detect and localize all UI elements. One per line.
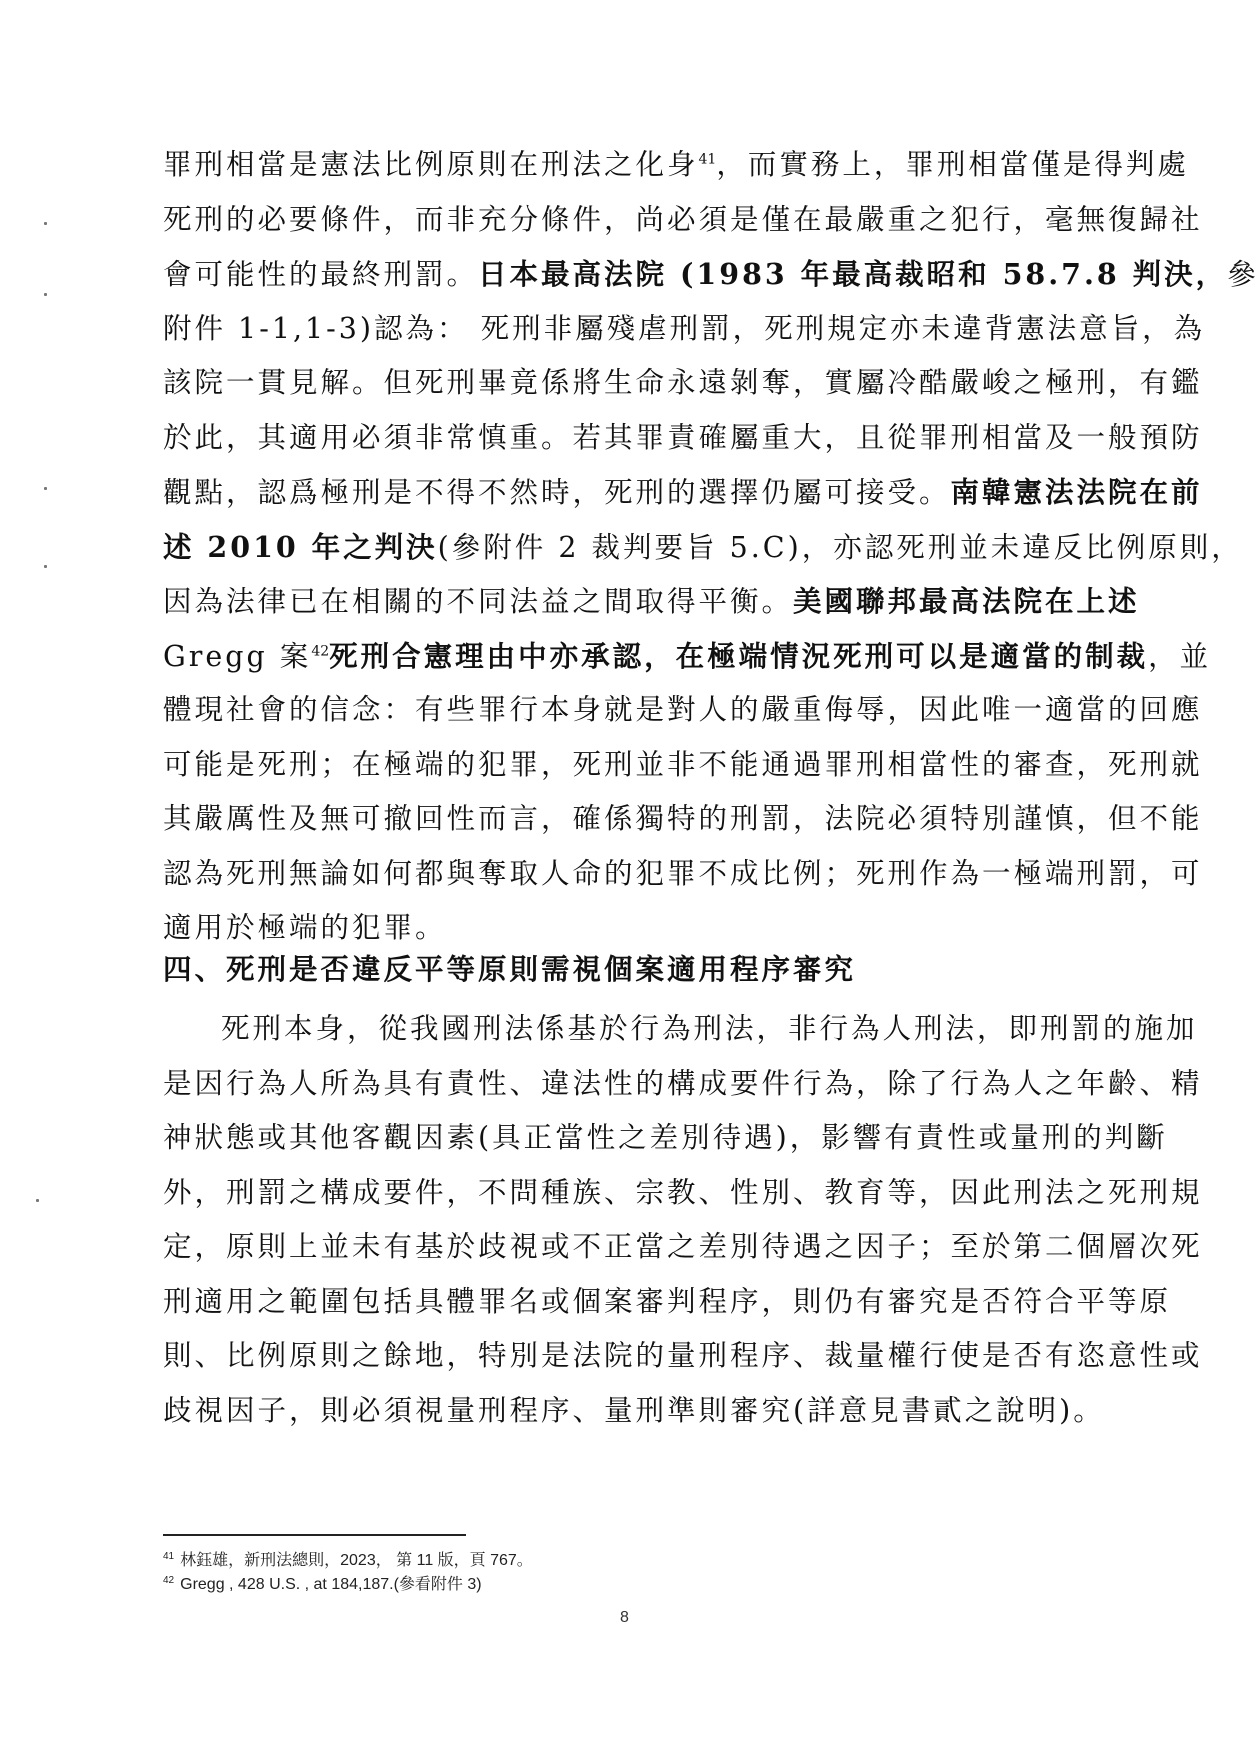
- text-span: 觀點，認爲極刑是不得不然時，死刑的選擇仍屬可接受。: [163, 476, 951, 509]
- text-line: [163, 302, 1206, 357]
- text-line: [163, 193, 1203, 248]
- text-line: [163, 465, 1203, 520]
- scan-mark: [44, 565, 47, 568]
- text-line: [163, 520, 1243, 575]
- text-span: 該院一貫見解。但死刑畢竟係將生命永遠剝奪，實屬冷酷嚴峻之極刑，有鑑: [163, 366, 1203, 399]
- text-line: [163, 1329, 1203, 1384]
- text-span: 附件 1-1,1-3)認為： 死刑非屬殘虐刑罰，死刑規定亦未違背憲法意旨，為: [163, 311, 1206, 345]
- text-span: 罪刑相當是憲法比例原則在刑法之化身: [163, 148, 699, 181]
- text-line: [163, 1275, 1172, 1330]
- bold-text: 日本最高法院 (1983 年最高裁昭和 58.7.8 判決，: [478, 257, 1228, 291]
- text-span: 體現社會的信念：有些罪行本身就是對人的嚴重侮辱，因此唯一適當的回應: [163, 693, 1203, 726]
- paragraph-1: [163, 138, 1259, 956]
- page-number: 8: [620, 1609, 629, 1626]
- text-line: [163, 1166, 1203, 1221]
- text-span: 死刑本身，從我國刑法係基於行為刑法，非行為人刑法，即刑罰的施加: [221, 1012, 1198, 1045]
- text-span: 刑適用之範圍包括具體罪名或個案審判程序，則仍有審究是否符合平等原: [163, 1284, 1172, 1318]
- paragraph-2: [163, 1002, 1203, 1438]
- scan-mark: [44, 222, 47, 225]
- text-line: [163, 356, 1203, 411]
- text-span: 適用於極端的犯罪。: [163, 911, 447, 944]
- text-span: Gregg 案: [163, 639, 312, 673]
- scan-mark: [44, 487, 47, 490]
- scan-mark: [44, 293, 47, 296]
- text-line: [163, 138, 1189, 193]
- footnote-separator: [163, 1534, 466, 1536]
- text-line: [163, 847, 1203, 902]
- text-span: 外，刑罰之構成要件，不問種族、宗教、性別、教育等，因此刑法之死刑規: [163, 1175, 1203, 1209]
- text-line: [163, 792, 1203, 847]
- text-line: [163, 247, 1259, 302]
- text-span: 則、比例原則之餘地，特別是法院的量刑程序、裁量權行使是否有恣意性或: [163, 1339, 1203, 1372]
- text-line: [163, 1002, 1198, 1057]
- text-span: 歧視因子，則必須視量刑程序、量刑準則審究(詳意見書貳之說明)。: [163, 1393, 1105, 1427]
- footnote-ref: 42: [311, 643, 330, 659]
- footnote-text: 林鈺雄，新刑法總則，2023， 第 11 版，頁 767。: [180, 1552, 533, 1569]
- text-line: [163, 574, 1140, 629]
- text-line: [163, 1111, 1168, 1166]
- bold-text: 美國聯邦最高法院在上述: [793, 584, 1140, 618]
- footnote-number: 42: [163, 1574, 175, 1586]
- text-span: 認為死刑無論如何都與奪取人命的犯罪不成比例；死刑作為一極端刑罰，可: [163, 856, 1203, 890]
- footnote-41: [163, 1549, 533, 1573]
- text-span: ，並: [1148, 639, 1212, 673]
- text-line: [163, 1384, 1103, 1439]
- text-span: 定，原則上並未有基於歧視或不正當之差別待遇之因子；至於第二個層次死: [163, 1230, 1203, 1263]
- text-line: [163, 411, 1203, 466]
- text-span: 會可能性的最終刑罰。: [163, 258, 479, 291]
- text-span: 其嚴厲性及無可撤回性而言，確係獨特的刑罰，法院必須特別謹慎，但不能: [163, 802, 1203, 835]
- text-line: [163, 683, 1203, 738]
- bold-text: 南韓憲法法院在前: [950, 475, 1203, 509]
- text-span: 參: [1227, 258, 1259, 291]
- text-span: (參附件 2 裁判要旨 5.C)，亦認死刑並未違反比例原則，: [437, 530, 1243, 564]
- scan-mark: [36, 1199, 39, 1202]
- bold-text: 死刑合憲理由中亦承認，在極端情況死刑可以是適當的制裁: [329, 638, 1149, 673]
- text-span: 死刑的必要條件，而非充分條件，尚必須是僅在最嚴重之犯行，毫無復歸社: [163, 202, 1203, 236]
- footnote-number: 41: [163, 1550, 175, 1562]
- text-span: 可能是死刑；在極端的犯罪，死刑並非不能通過罪刑相當性的審查，死刑就: [163, 747, 1203, 781]
- section-heading: 四、死刑是否違反平等原則需視個案適用程序審究: [163, 952, 857, 986]
- bold-text: 述 2010 年之判決: [163, 529, 438, 564]
- footnotes: [163, 1549, 533, 1597]
- text-span: 神狀態或其他客觀因素(具正當性之差別待遇)，影響有責性或量刑的判斷: [163, 1121, 1168, 1154]
- text-line: [163, 1057, 1203, 1112]
- text-span: 是因行為人所為具有責性、違法性的構成要件行為，除了行為人之年齡、精: [163, 1066, 1203, 1100]
- text-line: [163, 1220, 1203, 1275]
- text-line: [163, 738, 1203, 793]
- text-span: 於此，其適用必須非常慎重。若其罪責確屬重大，且從罪刑相當及一般預防: [163, 420, 1203, 454]
- footnote-ref: 41: [698, 151, 717, 168]
- text-span: 因為法律已在相關的不同法益之間取得平衡。: [163, 585, 794, 618]
- footnote-42: [163, 1573, 533, 1597]
- footnote-text: Gregg , 428 U.S. , at 184,187.(參看附件 3): [180, 1576, 482, 1593]
- text-span: ，而實務上，罪刑相當僅是得判處: [716, 148, 1189, 181]
- text-line: [163, 629, 1212, 684]
